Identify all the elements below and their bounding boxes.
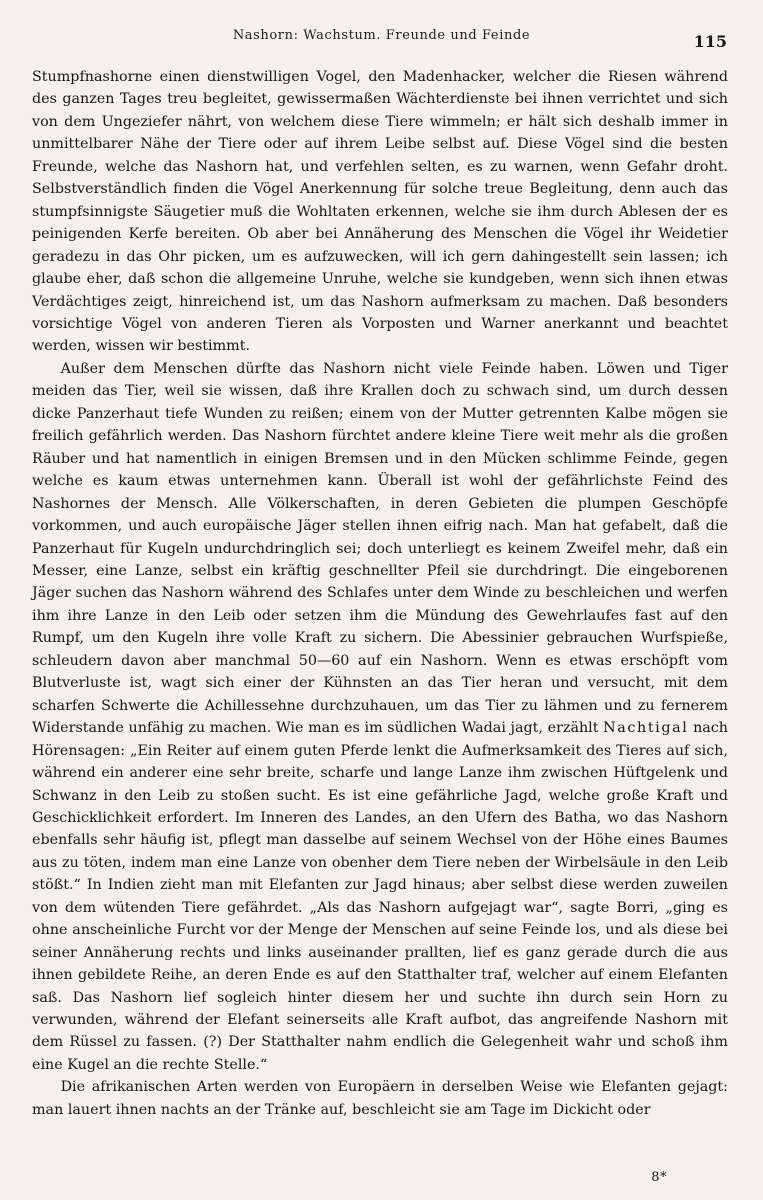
signature-mark: 8* — [651, 1170, 667, 1185]
paragraph-feinde-text: Außer dem Menschen dürfte das Nashorn nicht viele Feinde haben. Löwen und Tiger meiden das Tier, weil sie wissen, daß ihre Krallen doch zu schwach sind, um durch dessen dicke Panzerhaut tiefe Wunden zu reißen; einem von der Mutter getrennten Kalbe mögen sie freilich gefährlich werden. Das Nashorn fürchtet andere kleine Tiere weit mehr als die großen Räuber und hat namentlich in einigen Bremsen und in den Mücken schlimme Feinde, gegen welche es kaum etwas unternehmen kann. Überall ist wohl der gefährlichste Feind des Nashornes der Mensch. Alle Völkerschaften, in deren Gebieten die plumpen Geschöpfe vorkommen, und auch europäische Jäger stellen ihnen eifrig nach. Man hat gefabelt, daß die Panzerhaut für Kugeln undurchdringlich sei; doch unterliegt es keinem Zweifel mehr, daß ein Messer, eine Lanze, selbst ein kräftig geschnellter Pfeil sie durchdringt. Die eingeborenen Jäger suchen das Nashorn während des Schlafes unter dem Winde zu beschleichen und werfen ihm ihre Lanze in den Leib oder setzen ihm die Mündung des Gewehrlaufes fast auf den Rumpf, um den Kugeln ihre volle Kraft zu sichern. Die Abessinier gebrauchen Wurfspieße, schleudern davon aber manchmal 50—60 auf ein Nashorn. Wenn es etwas erschöpft vom Blutverluste ist, wagt sich einer der Kühnsten an das Tier heran und versucht, mit dem scharfen Schwerte die Achillessehne durchzuhauen, um das Tier zu lähmen und zu fernerem Widerstande unfähig zu machen. Wie man es im südlichen Wadai jagt, erzählt — [32, 360, 728, 737]
running-head: Nashorn: Wachstum. Freunde und Feinde — [232, 28, 531, 43]
paragraph-madenhacker: Stumpfnashorne einen dienstwilligen Vogel, den Madenhacker, welcher die Riesen während des ganzen Tages treu begleitet, gewissermaßen Wächterdienste bei ihnen verrichtet und sich von dem Ungeziefer nährt, von welchem diese Tiere wimmeln; er hält sich deshalb immer in unmittelbarer Nähe der Tiere oder auf ihrem Leibe selbst auf. Diese Vögel sind die besten Freunde, welche das Nashorn hat, und verfehlen selten, es zu warnen, wenn Gefahr droht. Selbstverständlich finden die Vögel Anerkennung für solche treue Begleitung, denn auch das stumpfsinnigste Säugetier muß die Wohltaten erkennen, welche sie ihm durch Ablesen der es peinigenden Kerfe bereiten. Ob aber bei Annäherung des Menschen die Vögel ihr Weidetier geradezu in das Ohr picken, um es aufzuwecken, will ich gern dahingestellt sein lassen; ich glaube eher, daß schon die allgemeine Unruhe, welche sie kundgeben, wenn sich ihnen etwas Verdächtiges zeigt, hinreichend ist, um das Nashorn aufmerksam zu machen. Daß besonders vorsichtige Vögel von anderen Tieren als Vorposten und Warner anerkannt und beachtet werden, wissen wir bestimmt. — [32, 69, 728, 355]
body-text — [32, 66, 728, 1121]
page-number: 115 — [693, 32, 727, 51]
paragraph-feinde — [32, 358, 728, 1077]
paragraph-feinde-continued: nach Hörensagen: „Ein Reiter auf einem guten Pferde lenkt die Aufmerksamkeit des Tieres auf sich, während ein anderer eine sehr breite, scharfe und lange Lanze ihm zwischen Hüftgelenk und Schwanz in den Leib zu stoßen sucht. Es ist eine gefährliche Jagd, welche große Kraft und Geschicklichkeit erfordert. Im Inneren des Landes, an den Ufern des Batha, wo das Nashorn ebenfalls sehr häufig ist, pflegt man dasselbe auf seinem Wechsel von der Höhe eines Baumes aus zu töten, indem man eine Lanze von obenher dem Tiere neben der Wirbelsäule in den Leib stößt.“ In Indien zieht man mit Elefanten zur Jagd hinaus; aber selbst diese werden zuweilen von dem wütenden Tiere gefährdet. „Als das Nashorn aufgejagt war“, sagte Borri, „ging es ohne anscheinliche Furcht vor der Menge der Menschen auf seine Feinde los, und als diese bei seiner Annäherung rechts und links auseinander prallten, lief es ganz gerade durch die aus ihnen gebildete Reihe, an deren Ende es auf den Statthalter traf, welcher auf einem Elefanten saß. Das Nashorn lief sogleich hinter diesem her und suchte ihn durch sein Horn zu verwunden, während der Elefant seinerseits alle Kraft aufbot, das angreifende Nashorn mit dem Rüssel zu fassen. (?) Der Statthalter nahm endlich die Gelegenheit wahr und schoß ihm eine Kugel an die rechte Stelle.“ — [32, 720, 729, 1073]
author-name-nachtigal: Nachtigal — [603, 720, 689, 737]
paragraph-afrikanische-arten: Die afrikanischen Arten werden von Europäern in derselben Weise wie Elefanten gejagt: man lauert ihnen nachts an der Tränke auf, beschleicht sie am Tage im Dickicht oder — [32, 1079, 728, 1118]
